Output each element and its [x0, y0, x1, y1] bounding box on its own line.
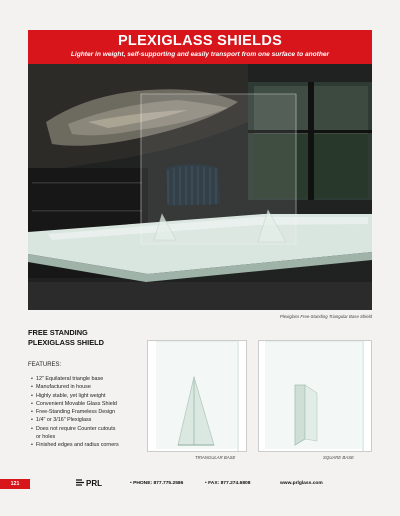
footer-phone: • PHONE: 877.775.2586 — [130, 481, 184, 486]
page-subtitle: Lighter in weight, self-supporting and easily transport from one surface to another — [70, 51, 330, 58]
triangular-base-illustration — [148, 341, 247, 452]
hero-photo-illustration — [28, 64, 372, 310]
features-list — [31, 375, 151, 450]
hero-photo — [28, 64, 372, 310]
prl-logo-icon — [76, 479, 84, 489]
prl-logo-text: PRL — [86, 479, 102, 488]
page-footer — [0, 476, 400, 516]
square-base-caption: SQUARE BASE — [323, 455, 354, 460]
product-title-line1: FREE STANDING — [28, 328, 88, 337]
feature-item: • 1/4" or 3/16" Plexiglass — [31, 416, 151, 424]
triangular-base-photo — [147, 340, 247, 452]
feature-item: • Manufactured in house — [31, 383, 151, 391]
feature-item: • Finished edges and radius corners — [31, 441, 151, 449]
prl-logo — [76, 479, 112, 489]
square-base-photo — [258, 340, 372, 452]
feature-item: • 12" Equilateral triangle base — [31, 375, 151, 383]
footer-fax: • FAX: 877.274.6808 — [205, 481, 251, 486]
feature-item: • Highly stable, yet light weight — [31, 392, 151, 400]
feature-item: • Convenient Movable Glass Shield — [31, 400, 151, 408]
feature-item: • Free-Standing Frameless Design — [31, 408, 151, 416]
features-label: FEATURES: — [28, 362, 62, 368]
feature-item: • Does not require Counter cutouts — [31, 425, 151, 433]
footer-website-link[interactable]: www.prlglass.com — [280, 481, 323, 486]
product-title-line2: PLEXIGLASS SHIELD — [28, 338, 104, 347]
page-header-banner — [28, 30, 372, 64]
product-title — [28, 328, 138, 348]
page-title: PLEXIGLASS SHIELDS — [117, 33, 283, 49]
feature-item-continued: or holes — [36, 434, 56, 441]
triangular-base-caption: TRIANGULAR BASE — [195, 455, 236, 460]
page-number: 121 — [0, 479, 30, 489]
square-base-illustration — [259, 341, 372, 452]
photo-caption: Plexiglass Free-Standing Triangular Base Shield — [279, 314, 372, 319]
